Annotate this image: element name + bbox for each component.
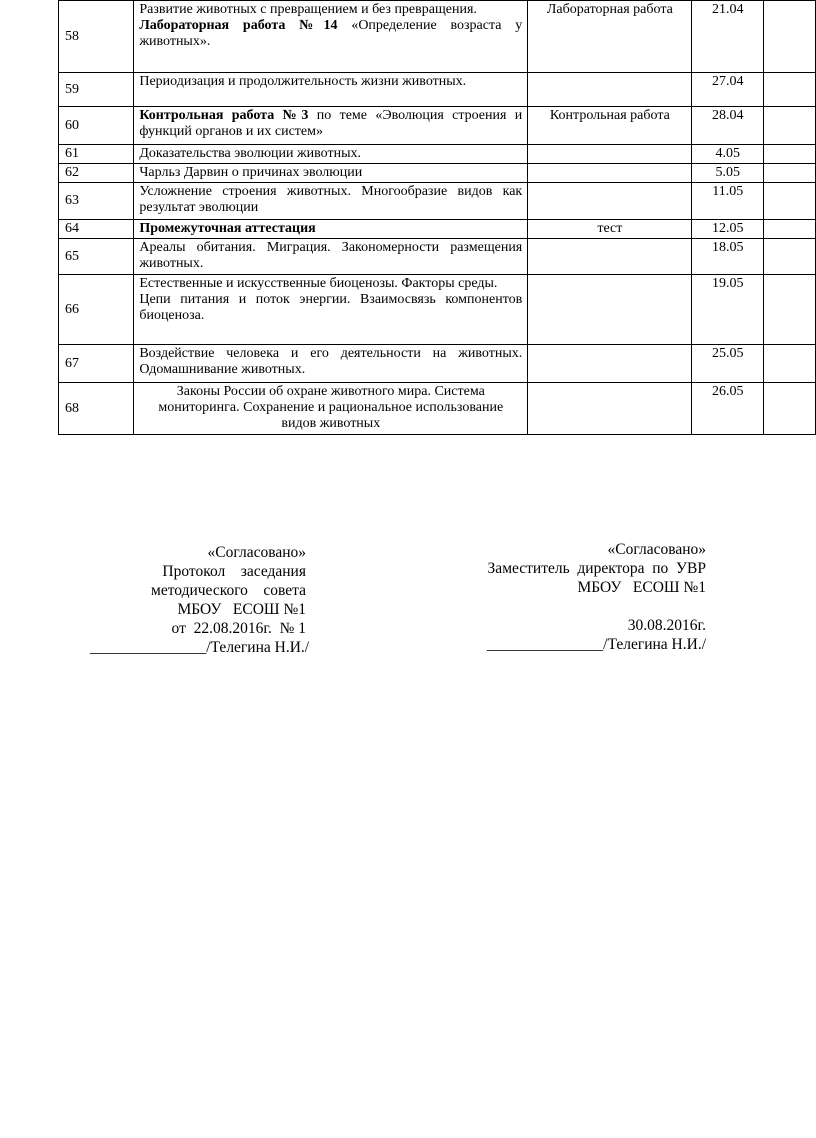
lesson-fact-date <box>764 220 816 239</box>
topic-paragraph <box>139 346 522 378</box>
topic-paragraph <box>139 184 522 216</box>
lesson-type <box>528 73 692 107</box>
lesson-topic <box>134 383 528 435</box>
lesson-topic <box>134 73 528 107</box>
approval-line: МБОУ ЕСОШ №1 <box>177 601 306 618</box>
topic-paragraph <box>139 292 522 324</box>
lesson-fact-date <box>764 183 816 220</box>
lesson-number: 59 <box>59 73 134 107</box>
approval-line: Заместитель директора по УВР <box>487 560 706 577</box>
lesson-topic <box>134 220 528 239</box>
topic-text: Ареалы обитания. Миграция. Закономерности размещения животных. <box>139 240 523 271</box>
lesson-number: 65 <box>59 239 134 275</box>
lesson-type: Контрольная работа <box>528 107 692 145</box>
lesson-type <box>528 183 692 220</box>
lesson-date: 25.05 <box>692 345 764 383</box>
topic-bold-text: Лабораторная работа №14 <box>139 18 338 33</box>
lesson-plan-table <box>58 0 816 435</box>
topic-paragraph <box>139 108 522 140</box>
lesson-date: 19.05 <box>692 275 764 345</box>
topic-text: по теме «Эволюция строения и функций органов и их систем» <box>139 108 523 139</box>
topic-bold-text: Промежуточная аттестация <box>139 221 316 236</box>
topic-paragraph <box>139 384 522 432</box>
lesson-date: 26.05 <box>692 383 764 435</box>
lesson-topic <box>134 164 528 183</box>
lesson-topic <box>134 275 528 345</box>
lesson-date: 4.05 <box>692 145 764 164</box>
lesson-number: 67 <box>59 345 134 383</box>
lesson-topic <box>134 345 528 383</box>
approval-line: МБОУ ЕСОШ №1 <box>577 579 706 596</box>
topic-text: Естественные и искусственные биоценозы. Факторы среды. <box>139 276 498 291</box>
lesson-fact-date <box>764 383 816 435</box>
lesson-fact-date <box>764 107 816 145</box>
lesson-topic <box>134 1 528 73</box>
lesson-fact-date <box>764 275 816 345</box>
lesson-topic <box>134 145 528 164</box>
approval-deputy-director <box>486 540 706 654</box>
lesson-fact-date <box>764 1 816 73</box>
topic-text: Цепи питания и поток энергии. Взаимосвязь компонентов биоценоза. <box>139 292 523 323</box>
lesson-fact-date <box>764 239 816 275</box>
lesson-type <box>528 275 692 345</box>
lesson-fact-date <box>764 145 816 164</box>
lesson-type <box>528 239 692 275</box>
lesson-number: 60 <box>59 107 134 145</box>
lesson-number: 66 <box>59 275 134 345</box>
lesson-topic <box>134 183 528 220</box>
lesson-row <box>59 164 816 183</box>
lesson-date: 27.04 <box>692 73 764 107</box>
topic-text: Развитие животных с превращением и без превращения. <box>139 2 477 17</box>
lesson-date: 28.04 <box>692 107 764 145</box>
lesson-number: 63 <box>59 183 134 220</box>
approval-methodical-council <box>90 543 310 657</box>
lesson-number: 61 <box>59 145 134 164</box>
approval-line: Протокол заседания <box>162 563 306 580</box>
lesson-row <box>59 383 816 435</box>
approval-line: _______________/Телегина Н.И./ <box>486 636 706 653</box>
lesson-row <box>59 145 816 164</box>
lesson-fact-date <box>764 345 816 383</box>
lesson-date: 18.05 <box>692 239 764 275</box>
lesson-type <box>528 383 692 435</box>
lesson-type <box>528 345 692 383</box>
lesson-type: тест <box>528 220 692 239</box>
lesson-row <box>59 1 816 73</box>
lesson-row <box>59 220 816 239</box>
topic-text: Усложнение строения животных. Многообразие видов как результат эволюции <box>139 184 523 215</box>
lesson-row <box>59 183 816 220</box>
topic-paragraph <box>139 146 522 162</box>
topic-text: Воздействие человека и его деятельности на животных. Одомашнивание животных. <box>139 346 523 377</box>
lesson-row <box>59 73 816 107</box>
topic-bold-text: Контрольная работа №3 <box>139 108 309 123</box>
lesson-date: 5.05 <box>692 164 764 183</box>
lesson-number: 64 <box>59 220 134 239</box>
topic-paragraph <box>139 221 522 237</box>
lesson-row <box>59 107 816 145</box>
topic-text: Доказательства эволюции животных. <box>139 146 362 161</box>
lesson-number: 62 <box>59 164 134 183</box>
lesson-topic <box>134 107 528 145</box>
lesson-number: 58 <box>59 1 134 73</box>
lesson-fact-date <box>764 73 816 107</box>
approval-line: «Согласовано» <box>607 541 706 558</box>
lesson-type <box>528 145 692 164</box>
topic-paragraph <box>139 240 522 272</box>
lesson-plan-body <box>59 1 816 435</box>
topic-text: Законы России об охране животного мира. Система мониторинга. Сохранение и рациональное использование видов животных <box>158 384 504 431</box>
approval-line: «Согласовано» <box>207 544 306 561</box>
topic-paragraph <box>139 165 522 181</box>
lesson-date: 12.05 <box>692 220 764 239</box>
lesson-topic <box>134 239 528 275</box>
blank-line <box>486 597 706 616</box>
lesson-row <box>59 239 816 275</box>
approval-line: методического совета <box>151 582 306 599</box>
lesson-type <box>528 164 692 183</box>
approval-line: _______________/Телегина Н.И./ <box>90 639 310 656</box>
lesson-date: 11.05 <box>692 183 764 220</box>
topic-text: «Определение возраста у животных». <box>139 18 523 49</box>
lesson-date: 21.04 <box>692 1 764 73</box>
topic-paragraph <box>139 2 522 18</box>
lesson-row <box>59 275 816 345</box>
approval-line: 30.08.2016г. <box>627 617 706 634</box>
topic-paragraph <box>139 74 522 90</box>
approval-line: от 22.08.2016г. № 1 <box>171 620 306 637</box>
topic-paragraph <box>139 276 522 292</box>
topic-text: Периодизация и продолжительность жизни животных. <box>139 74 467 89</box>
lesson-row <box>59 345 816 383</box>
lesson-number: 68 <box>59 383 134 435</box>
topic-paragraph <box>139 18 522 50</box>
lesson-fact-date <box>764 164 816 183</box>
topic-text: Чарльз Дарвин о причинах эволюции <box>139 165 363 180</box>
lesson-type: Лабораторная работа <box>528 1 692 73</box>
